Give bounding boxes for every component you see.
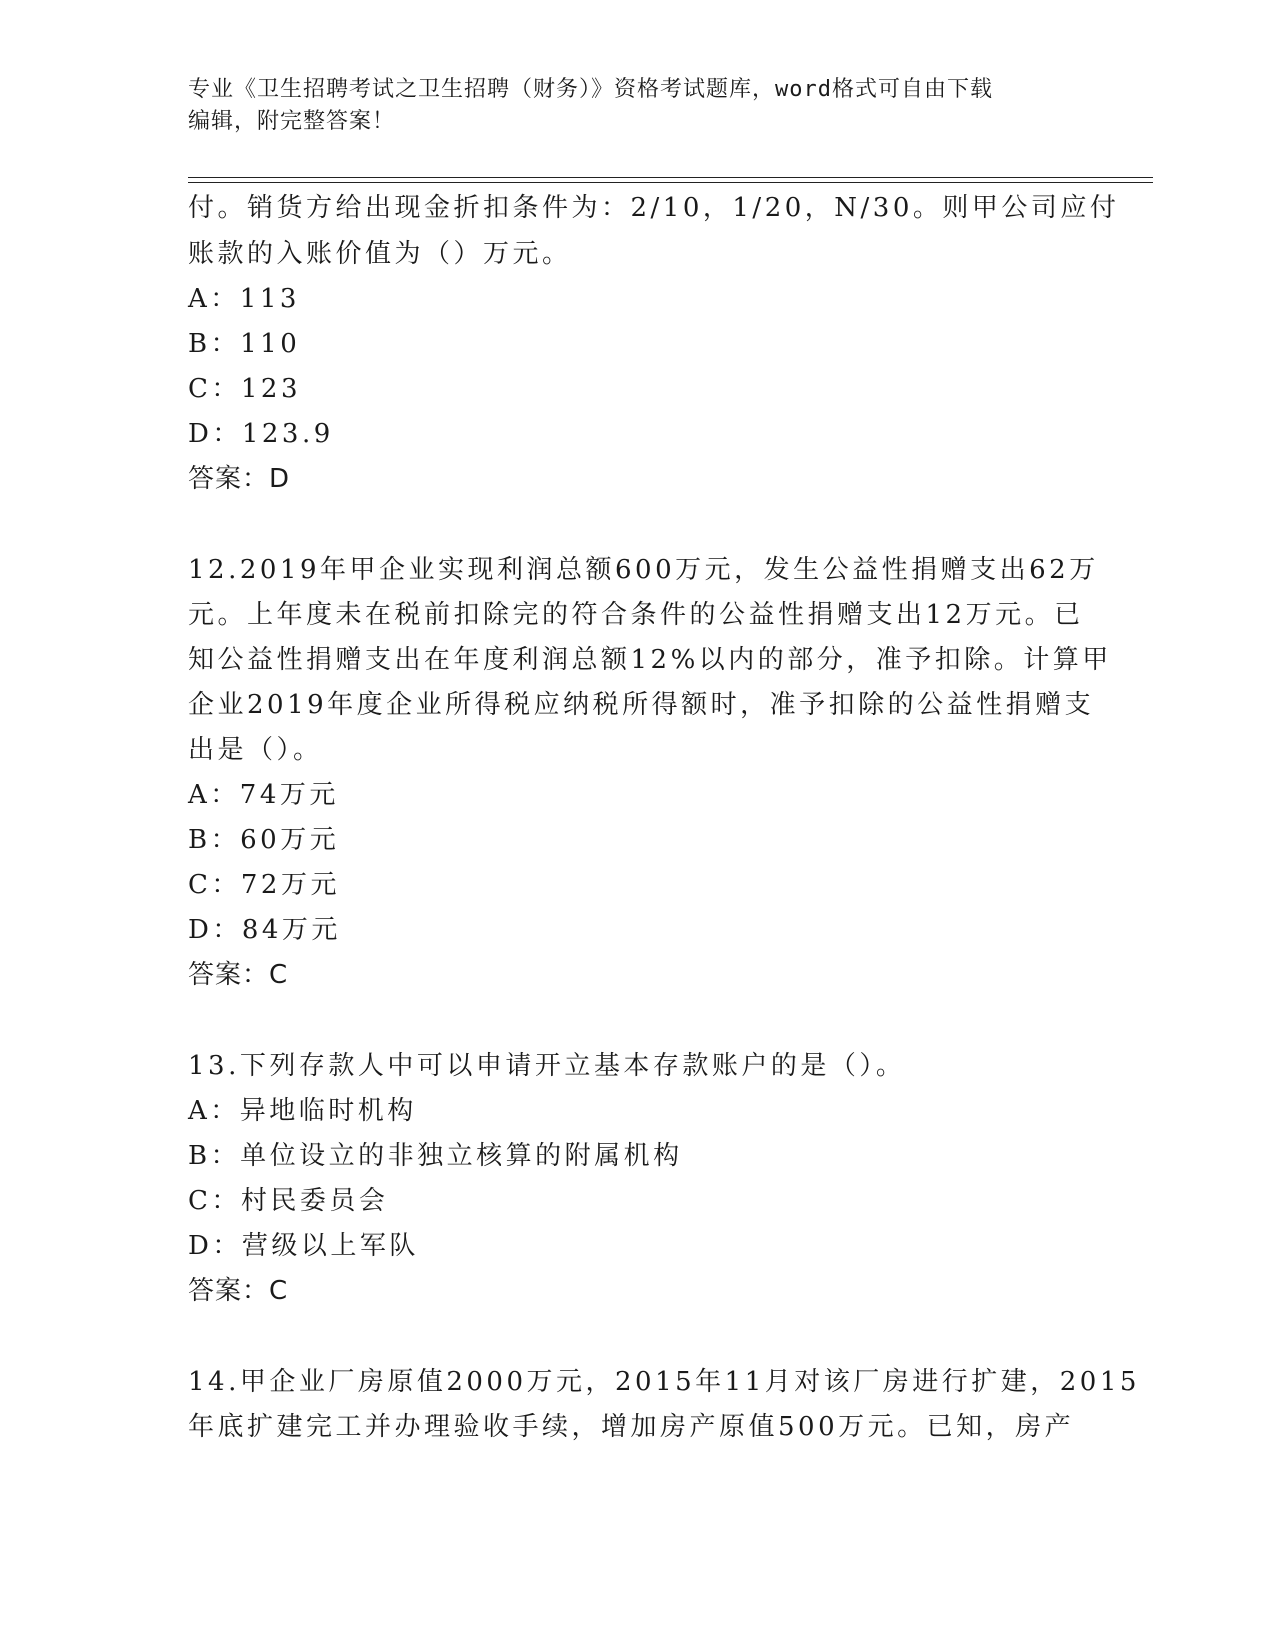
q14-text-line-2: 年底扩建完工并办理验收手续，增加房产原值500万元。已知，房产 [188,1412,1075,1442]
q14-text-line-1: 14.甲企业厂房原值2000万元，2015年11月对该厂房进行扩建，2015 [188,1367,1140,1397]
q13-option-c: C：村民委员会 [188,1186,389,1216]
q12-text-line-4: 企业2019年度企业所得税应纳税所得额时，准予扣除的公益性捐赠支 [188,690,1095,720]
header-line-1: 专业《卫生招聘考试之卫生招聘（财务）》资格考试题库，word格式可自由下载 [188,77,993,102]
q11-option-a: A：113 [188,284,300,314]
header-line-2: 编辑，附完整答案！ [188,109,396,134]
q11-option-d: D：123.9 [188,419,334,449]
header-divider-top [188,177,1153,178]
q13-answer: 答案：C [188,1276,289,1306]
q12-text-line-5: 出是（）。 [188,735,323,765]
header-divider-bottom [188,182,1153,183]
q11-text-line-1: 付。销货方给出现金折扣条件为：2/10，1/20，N/30。则甲公司应付 [188,193,1120,223]
q12-text-line-1: 12.2019年甲企业实现利润总额600万元，发生公益性捐赠支出62万 [188,555,1099,585]
q13-text: 13.下列存款人中可以申请开立基本存款账户的是（）。 [188,1051,906,1081]
q12-option-b: B：60万元 [188,825,340,855]
q12-answer: 答案：C [188,960,289,990]
q12-text-line-2: 元。上年度未在税前扣除完的符合条件的公益性捐赠支出12万元。已 [188,600,1084,630]
q13-option-a: A：异地临时机构 [188,1096,417,1126]
q13-option-d: D：营级以上军队 [188,1231,419,1261]
q11-text-line-2: 账款的入账价值为（）万元。 [188,239,572,269]
q12-option-d: D：84万元 [188,915,341,945]
q11-option-c: C：123 [188,374,302,404]
q11-answer: 答案：D [188,464,291,494]
q12-option-a: A：74万元 [188,780,339,810]
q13-option-b: B：单位设立的非独立核算的附属机构 [188,1141,683,1171]
q12-option-c: C：72万元 [188,870,340,900]
q12-text-line-3: 知公益性捐赠支出在年度利润总额12%以内的部分，准予扣除。计算甲 [188,645,1112,675]
document-header [188,74,1068,138]
q11-option-b: B：110 [188,329,301,359]
